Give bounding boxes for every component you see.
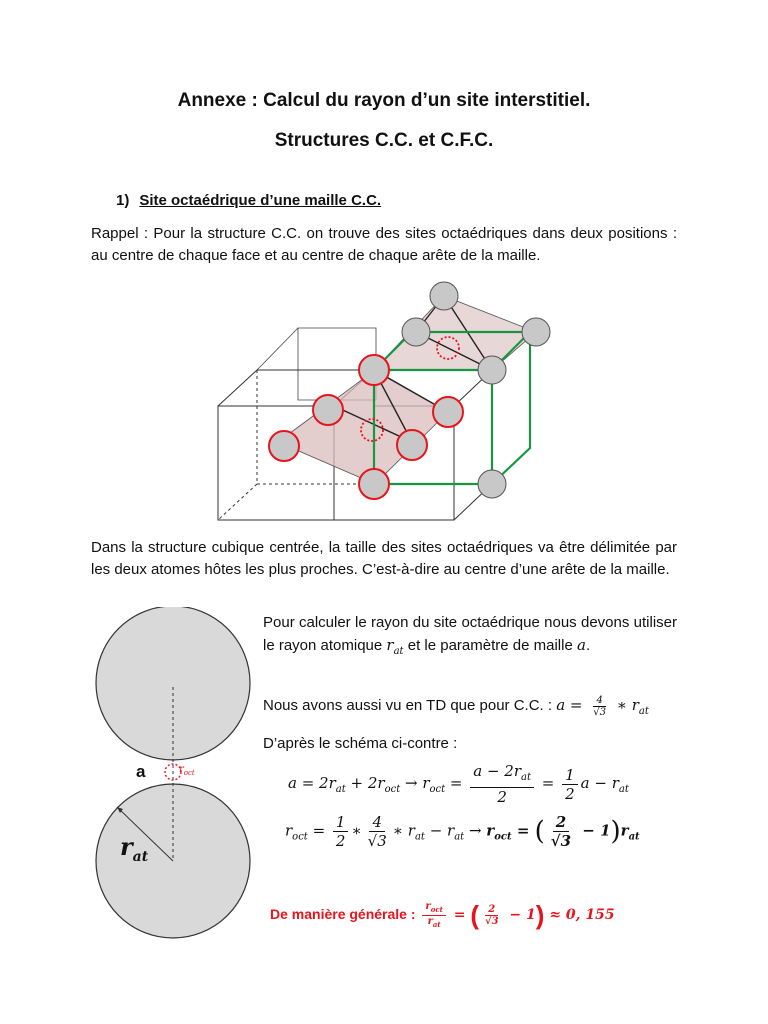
page-subtitle: Structures C.C. et C.F.C. [274, 130, 494, 151]
label-roct: $r_{oct}$ [179, 764, 195, 777]
section-number: 1) [116, 192, 130, 209]
atoms-contact-figure [90, 607, 260, 942]
general-conclusion: De manière générale : $\frac{r_{oct}}{r_{at}}$ = ( $\frac{2}{√3}$ − 1) ≈ 0, 155 [270, 900, 615, 930]
schema-intro: D’après le schéma ci-contre : [263, 735, 458, 752]
section-title: Site octaédrique d’une maille C.C. [139, 192, 382, 209]
equation-2: $r_{oct}$ = $\frac{1}{2}$ ∗ $\frac{4}{√3}$ ∗ $r_{at} - r_{at} \to r_{oct}$ = ( $\frac{2}{√3}$ − $1)r_{at}$ [285, 813, 640, 850]
page-title: Annexe : Calcul du rayon d’un site interstitiel. [177, 90, 591, 111]
section-heading [116, 192, 381, 209]
label-a: a [136, 762, 146, 781]
octahedral-plane-1 [278, 370, 448, 484]
td-relation-line: Nous avons aussi vu en TD que pour C.C. : a = $\frac{4}{√3}$ ∗ $r_{at}$ [263, 694, 649, 718]
label-rat: $r_{at}$ [120, 832, 149, 865]
calc-paragraph: Pour calculer le rayon du site octaédrique nous devons utiliser le rayon atomique $r_{at}$ et le paramètre de maille a. [263, 614, 677, 657]
equation-1: $a = 2r_{at} + 2r_{oct} \to r_{oct}$ = $\frac{a - 2r_{at}}{2}$ = $\frac{1}{2}$ $a - r_{at}$ [288, 762, 629, 806]
rappel-paragraph: Rappel : Pour la structure C.C. on trouve des sites octaédriques dans deux positions : au centre de chaque face et au centre de chaque arête de la maille. [91, 225, 677, 264]
cc-octahedral-figure [200, 270, 570, 530]
cc-description-paragraph: Dans la structure cubique centrée, la taille des sites octaédriques va être délimitée par les deux atomes hôtes les plus proches. C’est-à-dire au centre d’une arête de la maille. [91, 539, 677, 578]
